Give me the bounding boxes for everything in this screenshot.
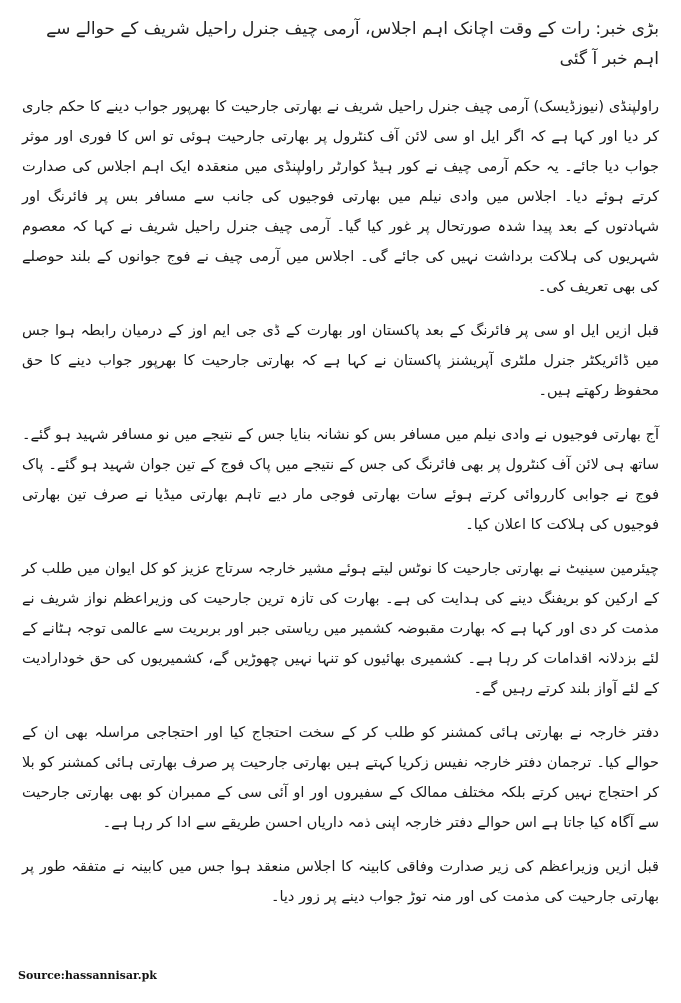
article-paragraph: چیئرمین سینیٹ نے بھارتی جارحیت کا نوٹس لیتے ہوئے مشیر خارجہ سرتاج عزیز کو کل ایوان میں طلب کر کے ارکین کو بریفنگ دینے کی ہدایت کی ہے۔ بھارت کی تازہ ترین جارحیت کی وزیراعظم نواز شریف نے مذمت کر دی اور کہا ہے کہ بھارت مقبوضہ کشمیر میں ریاستی جبر اور بربریت سے عالمی توجہ ہٹانے کے لئے بزدلانہ اقدامات کر رہا ہے۔ کشمیری بھائیوں کو تنہا نہیں چھوڑیں گے، کشمیریوں کی حق خودارادیت کے لئے آواز بلند کرتے رہیں گے۔	[22, 561, 659, 697]
article-headline: بڑی خبر: رات کے وقت اچانک اہم اجلاس، آرمی چیف جنرل راحیل شریف کے حوالے سے اہم خبر آ گئی	[46, 19, 659, 69]
article-paragraph: آج بھارتی فوجیوں نے وادی نیلم میں مسافر بس کو نشانہ بنایا جس کے نتیجے میں نو مسافر شہید ہو گئے۔ ساتھ ہی لائن آف کنٹرول پر بھی فائرنگ کی جس کے نتیجے میں پاک فوج کے تین جوان شہید ہو گئے۔ پاک فوج نے جوابی کارروائی کرتے ہوئے سات بھارتی فوجی مار دیے تاہم بھارتی میڈیا نے صرف تین بھارتی فوجیوں کی ہلاکت کا اعلان کیا۔	[22, 427, 659, 533]
article-paragraph: قبل ازیں وزیراعظم کی زیر صدارت وفاقی کابینہ کا اجلاس منعقد ہوا جس میں کابینہ نے متفقہ طور پر بھارتی جارحیت کی مذمت کی اور منہ توڑ جواب دینے پر زور دیا۔	[22, 859, 659, 905]
source-credit: Source:hassannisar.pk	[18, 969, 157, 982]
article	[18, 6, 663, 996]
article-paragraph: دفتر خارجہ نے بھارتی ہائی کمشنر کو طلب کر کے سخت احتجاج کیا اور احتجاجی مراسلہ بھی ان کے حوالے کیا۔ ترجمان دفتر خارجہ نفیس زکریا کہتے ہیں بھارتی جارحیت پر صرف بھارتی ہائی کمشنر کو بلا کر احتجاج نہیں کرتے بلکہ مختلف ممالک کے سفیروں اور او آئی سی کے ممبران کو بھی بھارتی جارحیت سے آگاہ کیا جاتا ہے اس حوالے دفتر خارجہ اپنی ذمہ داریاں احسن طریقے سے ادا کر رہا ہے۔	[22, 725, 659, 831]
article-paragraph: قبل ازیں ایل او سی پر فائرنگ کے بعد پاکستان اور بھارت کے ڈی جی ایم اوز کے درمیان رابطہ ہوا جس میں ڈائریکٹر جنرل ملٹری آپریشنز پاکستان نے کہا ہے کہ بھارتی جارحیت کا بھرپور جواب دینے کا حق محفوظ رکھتے ہیں۔	[22, 323, 659, 399]
article-paragraph: راولپنڈی (نیوزڈیسک) آرمی چیف جنرل راحیل شریف نے بھارتی جارحیت کا بھرپور جواب دینے کا حکم جاری کر دیا اور کہا ہے کہ اگر ایل او سی لائن آف کنٹرول پر بھارتی جارحیت ہوئی تو اس کا فوری اور موثر جواب دیا جائے۔ یہ حکم آرمی چیف نے کور ہیڈ کوارٹر راولپنڈی میں منعقدہ ایک اہم اجلاس کی صدارت کرتے ہوئے دیا۔ اجلاس میں وادی نیلم میں بھارتی فوجیوں کی جانب سے مسافر بس پر فائرنگ اور شہادتوں کے بعد پیدا شدہ صورتحال پر غور کیا گیا۔ آرمی چیف جنرل راحیل شریف نے کہا کہ معصوم شہریوں کی ہلاکت برداشت نہیں کی جائے گی۔ اجلاس میں آرمی چیف نے فوج جوانوں کے بلند حوصلے کی بھی تعریف کی۔	[22, 99, 659, 295]
